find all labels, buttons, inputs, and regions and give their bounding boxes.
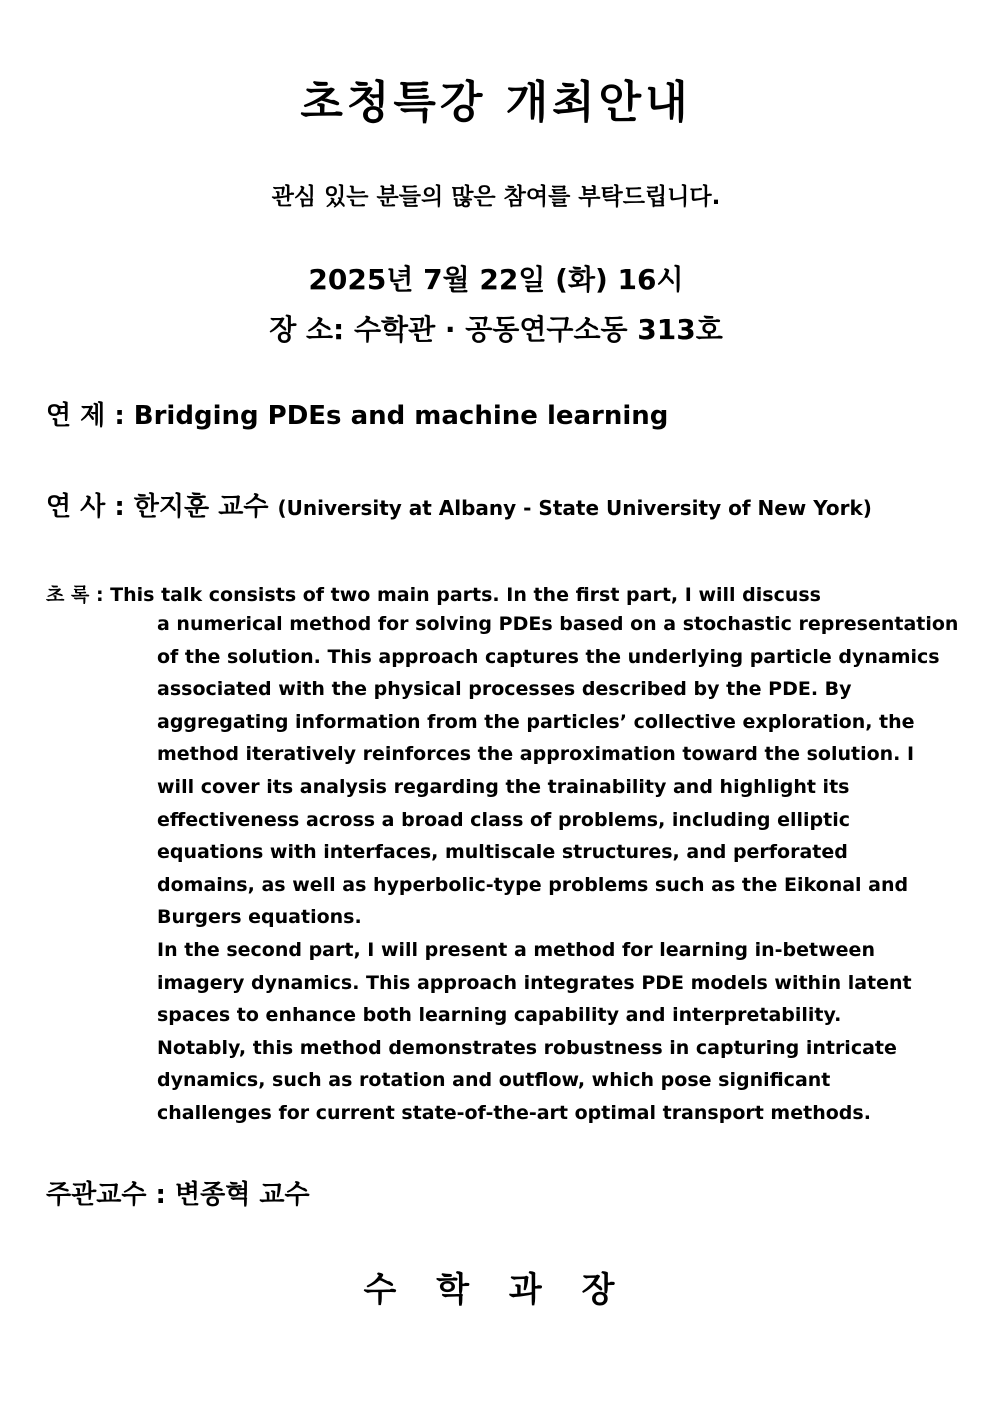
abstract-line: Notably, this method demonstrates robustness in capturing intricate [157,1036,897,1059]
host-name: 변종혁 교수 [174,1180,310,1210]
abstract-line: dynamics, such as rotation and outflow, which pose significant [157,1069,831,1092]
abstract-line: domains, as well as hyperbolic-type problems such as the Eikonal and [157,873,909,896]
topic-row [46,395,668,432]
abstract-line: aggregating information from the particles’ collective exploration, the [157,710,915,733]
host-row [46,1174,310,1211]
abstract-line: of the solution. This approach captures the underlying particle dynamics [157,645,940,668]
host-label: 주관교수 : [46,1180,166,1210]
abstract-first-line: This talk consists of two main parts. In the first part, I will discuss [110,584,821,606]
speaker-name: 한지훈 교수 [133,492,269,522]
speaker-label: 연 사 : [46,492,125,522]
abstract-line: a numerical method for solving PDEs based on a stochastic representation [157,613,959,635]
subtitle: 관심 있는 분들의 많은 참여를 부탁드립니다. [271,184,721,210]
abstract-line: effectiveness across a broad class of problems, including elliptic [157,808,850,831]
topic-label: 연 제 : [46,401,125,431]
abstract-line: imagery dynamics. This approach integrates PDE models within latent [157,971,912,994]
topic-value: Bridging PDEs and machine learning [133,401,669,431]
abstract-line: challenges for current state-of-the-art optimal transport methods. [157,1101,871,1124]
page-title: 초청특강 개최안내 [300,77,692,128]
abstract-line: spaces to enhance both learning capability and interpretability. [157,1004,842,1027]
abstract-line: will cover its analysis regarding the trainability and highlight its [157,775,850,798]
abstract-line: equations with interfaces, multiscale structures, and perforated [157,841,848,864]
abstract-label-row [46,580,821,607]
event-venue: 장 소: 수학관 · 공동연구소동 313호 [269,313,723,346]
footer-signature: 수 학 과 장 [363,1270,629,1310]
abstract-line: Burgers equations. [157,906,362,929]
event-datetime: 2025년 7월 22일 (화) 16시 [308,263,684,296]
abstract-line: method iteratively reinforces the approximation toward the solution. I [157,743,915,766]
abstract-line: associated with the physical processes described by the PDE. By [157,678,852,701]
speaker-row [46,486,872,523]
abstract-line: In the second part, I will present a method for learning in-between [157,938,875,961]
speaker-affiliation: (University at Albany - State University of New York) [277,496,872,520]
abstract-label: 초 록 : [46,584,104,606]
abstract-body [157,608,957,1130]
